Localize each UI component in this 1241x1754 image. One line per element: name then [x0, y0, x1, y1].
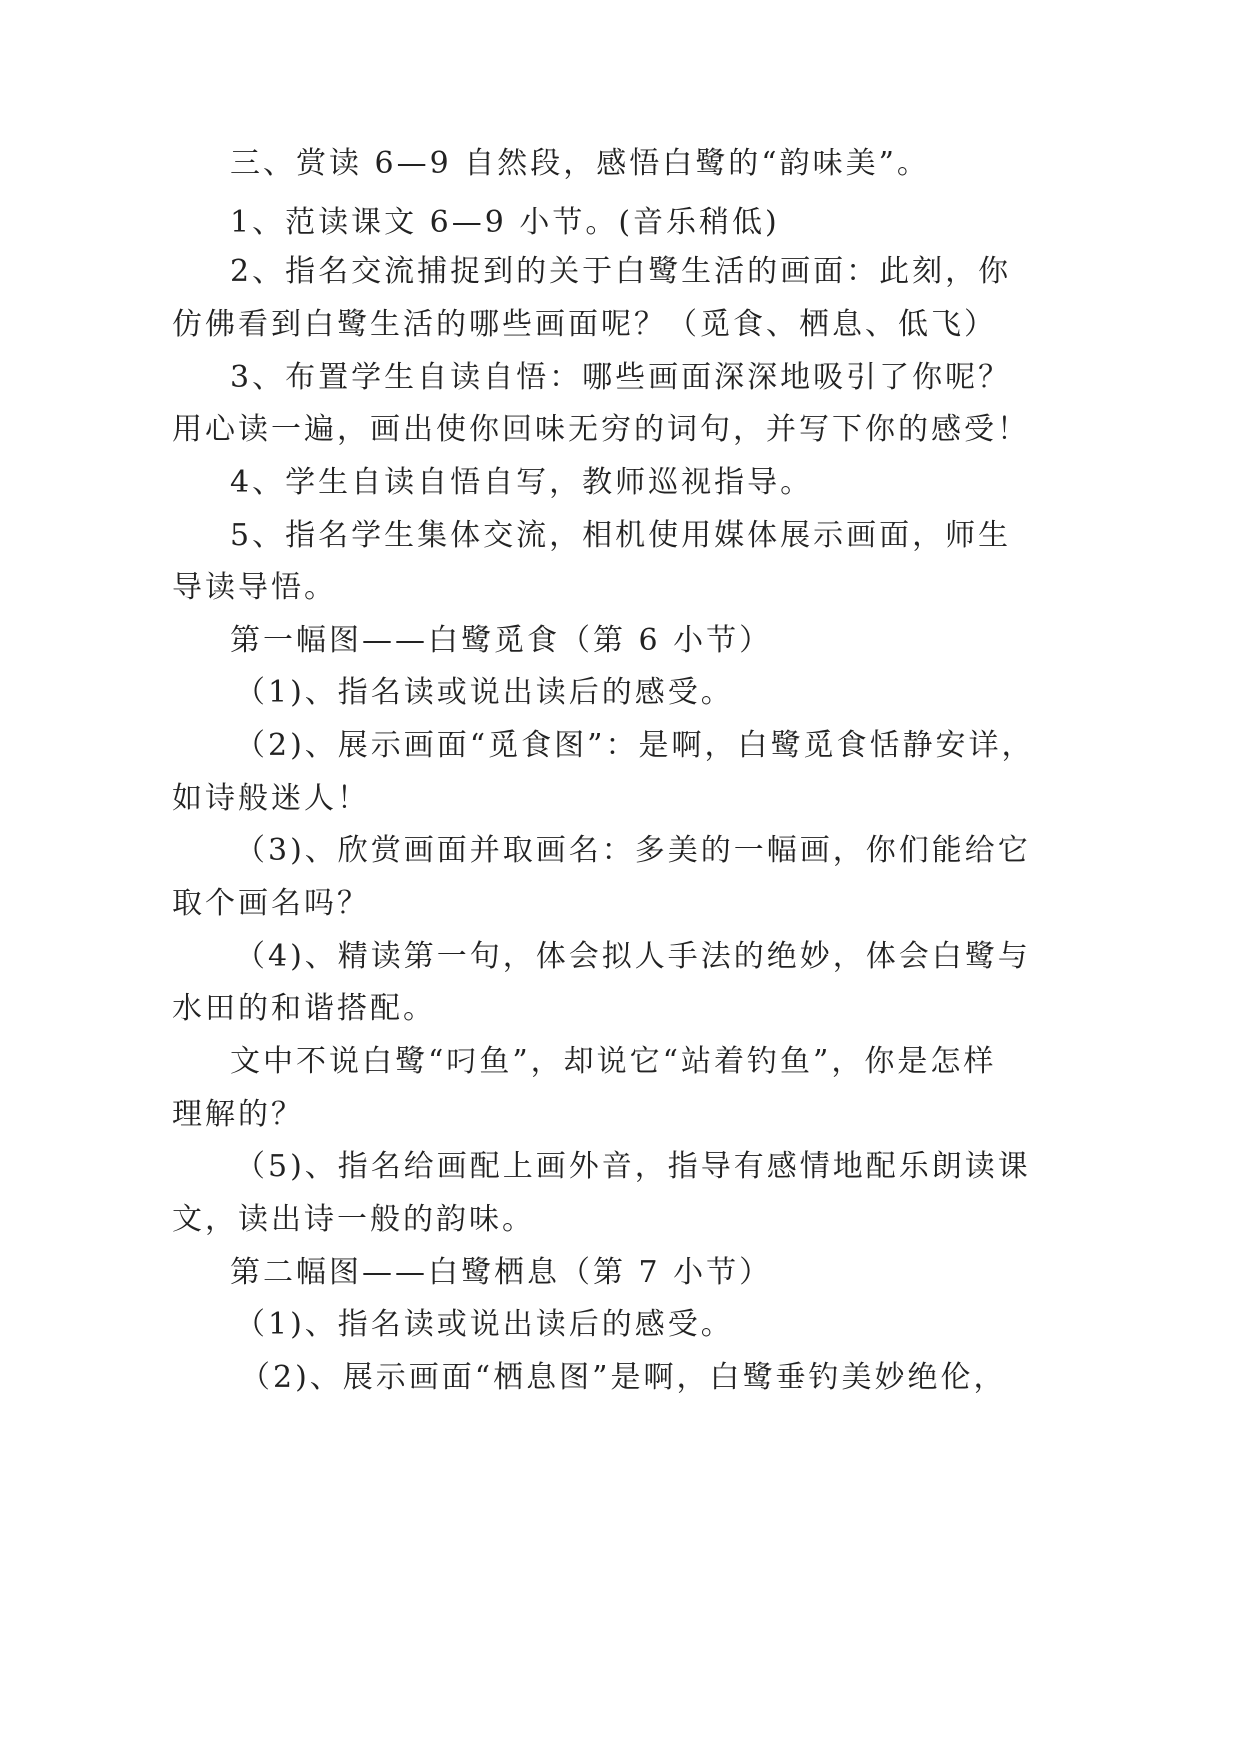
subheading-line: 第一幅图——白鹭觅食（第 6 小节） — [230, 623, 773, 658]
paragraph-line: （4)、精读第一句，体会拟人手法的绝妙，体会白鹭与 — [235, 939, 1031, 974]
paragraph-line: 4、学生自读自悟自写，教师巡视指导。 — [230, 465, 814, 500]
paragraph-line: 文，读出诗一般的韵味。 — [172, 1202, 535, 1237]
paragraph-line: 取个画名吗？ — [172, 886, 370, 921]
paragraph-line: （1)、指名读或说出读后的感受。 — [235, 675, 734, 710]
paragraph-line: （1)、指名读或说出读后的感受。 — [235, 1307, 734, 1342]
paragraph-line: 1、范读课文 6—9 小节。(音乐稍低) — [230, 205, 780, 240]
paragraph-line: 水田的和谐搭配。 — [172, 991, 436, 1026]
paragraph-line: （2)、展示画面“觅食图”：是啊，白鹭觅食恬静安详， — [235, 728, 1035, 763]
paragraph-line: （2)、展示画面“栖息图”是啊，白鹭垂钓美妙绝伦， — [240, 1360, 1007, 1395]
paragraph-line: 用心读一遍，画出使你回味无穷的词句，并写下你的感受！ — [172, 412, 1030, 447]
paragraph-line: 如诗般迷人！ — [172, 781, 370, 816]
paragraph-line: 3、布置学生自读自悟：哪些画面深深地吸引了你呢？ — [230, 360, 1012, 395]
paragraph-line: 理解的？ — [172, 1097, 304, 1132]
paragraph-line: （5)、指名给画配上画外音，指导有感情地配乐朗读课 — [235, 1149, 1031, 1184]
paragraph-line: 导读导悟。 — [172, 570, 337, 605]
subheading-line: 第二幅图——白鹭栖息（第 7 小节） — [230, 1255, 773, 1290]
paragraph-line: 文中不说白鹭“叼鱼”，却说它“站着钓鱼”，你是怎样 — [230, 1044, 997, 1079]
paragraph-line: 仿佛看到白鹭生活的哪些画面呢？（觅食、栖息、低飞） — [172, 307, 997, 342]
paragraph-line: 2、指名交流捕捉到的关于白鹭生活的画面：此刻，你 — [230, 254, 1012, 289]
paragraph-line: 5、指名学生集体交流，相机使用媒体展示画面，师生 — [230, 518, 1012, 553]
paragraph-line: （3)、欣赏画面并取画名：多美的一幅画，你们能给它 — [235, 833, 1031, 868]
section-heading: 三、赏读 6—9 自然段，感悟白鹭的“韵味美”。 — [230, 146, 930, 181]
